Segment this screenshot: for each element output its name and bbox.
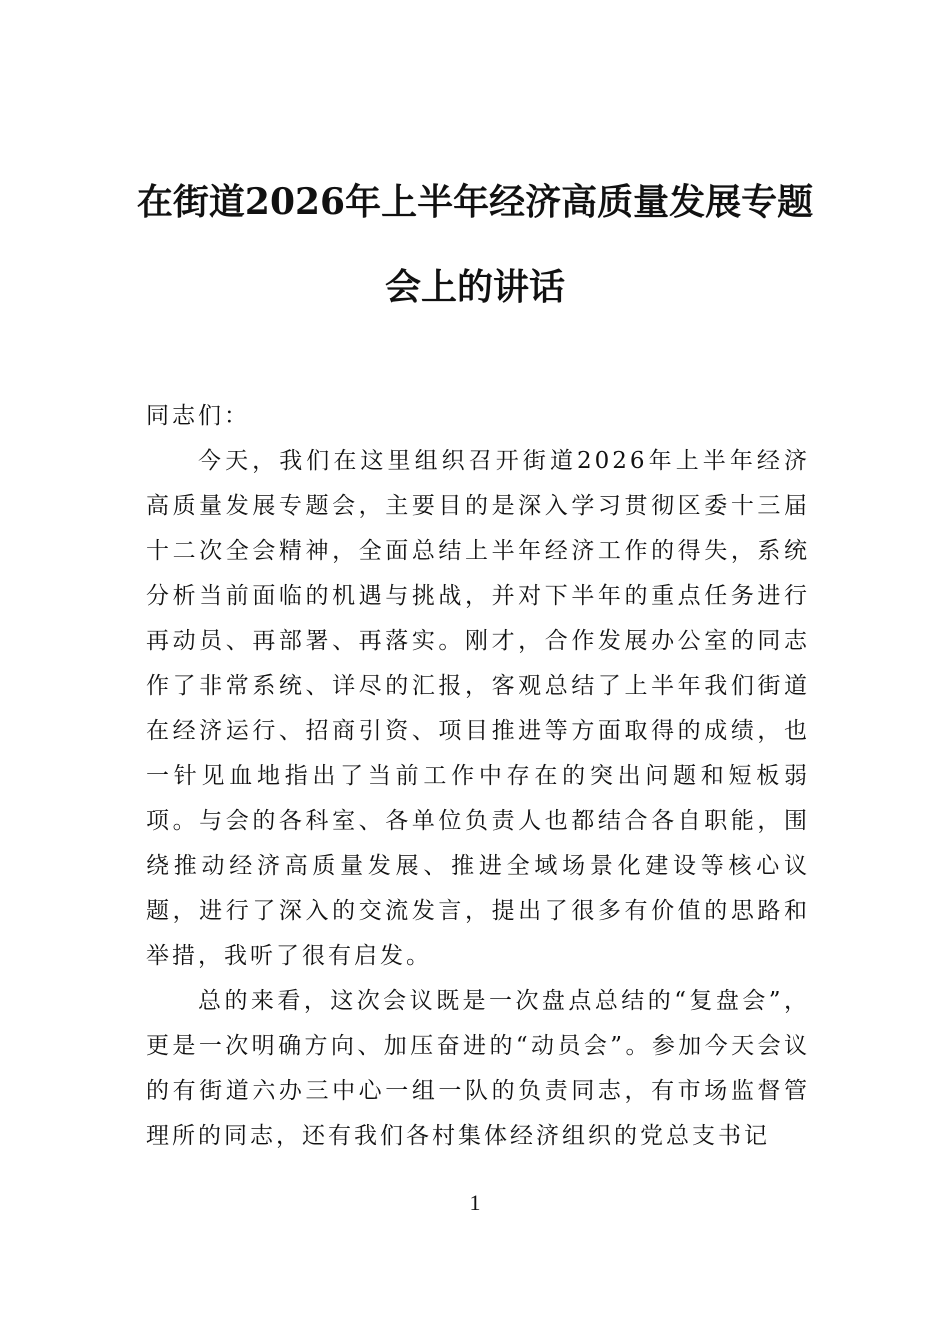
page-number: 1	[469, 1190, 481, 1215]
salutation: 同志们：	[146, 403, 250, 429]
title-line-2: 会上的讲话	[384, 266, 565, 308]
document-body	[146, 394, 810, 1159]
paragraph-2: 总的来看，这次会议既是一次盘点总结的“复盘会”，更是一次明确方向、加压奋进的“动员会”。参加今天会议的有街道六办三中心一组一队的负责同志，有市场监督管理所的同志，还有我们各村集体经济组织的党总支书记	[146, 988, 810, 1149]
document-title	[120, 160, 830, 330]
paragraph-1: 今天，我们在这里组织召开街道2026年上半年经济高质量发展专题会，主要目的是深入学习贯彻区委十三届十二次全会精神，全面总结上半年经济工作的得失，系统分析当前面临的机遇与挑战，并对下半年的重点任务进行再动员、再部署、再落实。刚才，合作发展办公室的同志作了非常系统、详尽的汇报，客观总结了上半年我们街道在经济运行、招商引资、项目推进等方面取得的成绩，也一针见血地指出了当前工作中存在的突出问题和短板弱项。与会的各科室、各单位负责人也都结合各自职能，围绕推动经济高质量发展、推进全域场景化建设等核心议题，进行了深入的交流发言，提出了很多有价值的思路和举措，我听了很有启发。	[146, 448, 810, 969]
title-line-1: 在街道2026年上半年经济高质量发展专题	[136, 181, 814, 223]
